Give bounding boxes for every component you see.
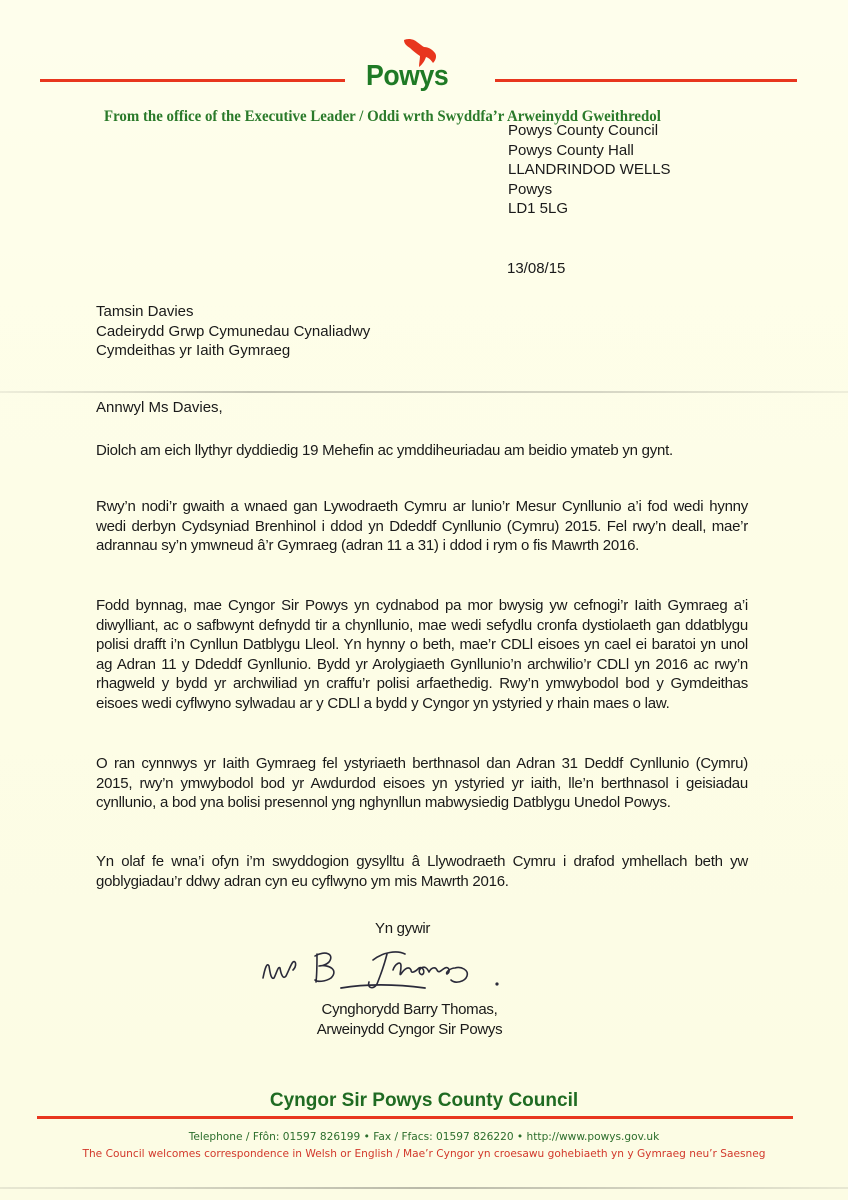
recipient-block xyxy=(96,302,370,361)
body-paragraph: Yn olaf fe wna’i ofyn i’m swyddogion gysylltu â Llywodraeth Cymru i drafod ymhellach beth yw goblygiadau’r ddwy adran cyn eu cyflwyno ym mis Mawrth 2016. xyxy=(96,853,748,890)
recipient-line: Tamsin Davies xyxy=(96,303,194,320)
header-rule-right xyxy=(495,79,797,82)
powys-logo: Powys xyxy=(366,60,449,92)
footer-contact: Telephone / Ffôn: 01597 826199 • Fax / Ffacs: 01597 826220 • http://www.powys.gov.uk xyxy=(188,1131,660,1143)
fold-line xyxy=(0,391,848,393)
body-paragraph: Rwy’n nodi’r gwaith a wnaed gan Lywodraeth Cymru ar lunio’r Mesur Cynllunio a’i fod wedi hynny wedi derbyn Cydsyniad Brenhinol i ddod yn Ddeddf Cynllunio (Cymru) 2015. Fel rwy’n deall, mae’r adrannau sy’n ymwneud â’r Gymraeg (adran 11 a 31) i ddod i rym o fis Mawrth 2016. xyxy=(96,498,748,555)
address-line: Powys County Hall xyxy=(508,141,634,159)
body-paragraph: Diolch am eich llythyr dyddiedig 19 Mehefin ac ymddiheuriadau am beidio ymateb yn gynt. xyxy=(96,442,673,459)
signer-name: Cynghorydd Barry Thomas, xyxy=(321,1001,498,1018)
address-line: LD1 5LG xyxy=(508,200,569,217)
footer-title: Cyngor Sir Powys County Council xyxy=(269,1090,579,1111)
salutation: Annwyl Ms Davies, xyxy=(96,399,223,416)
address-line: Powys xyxy=(508,180,553,198)
recipient-line: Cymdeithas yr Iaith Gymraeg xyxy=(96,342,291,359)
signer-title: Arweinydd Cyngor Sir Powys xyxy=(316,1020,503,1038)
body-paragraph: Fodd bynnag, mae Cyngor Sir Powys yn cydnabod pa mor bwysig yw cefnogi’r Iaith Gymraeg a’i diwylliant, ac o safbwynt defnydd tir a chynllunio, mae wedi sefydlu cronfa dystiolaeth gan ddatblygu polisi drafft i’n Cynllun Datblygu Lleol. Yn hynny o beth, mae’r CDLl eisoes yn cael ei baratoi yn unol ag Adran 11 y Ddeddf Gynllunio. Bydd yr Arolygiaeth Gynllunio’n archwilio’r CDLl yn 2016 ac rwy’n rhagweld y bydd yr archwiliad yn craffu’r polisi arfaethedig. Rwy’n ymwybodol bod y Gymdeithas eisoes wedi cyflwyno sylwadau ar y CDLl a bydd y Cyngor yn ystyried y rhain maes o law. xyxy=(96,597,748,712)
header-rule-left xyxy=(40,79,345,82)
footer-language-note: The Council welcomes correspondence in Welsh or English / Mae’r Cyngor yn croesawu gohebiaeth yn y Gymraeg neu’r Saesneg xyxy=(82,1148,766,1160)
body-paragraph: O ran cynnwys yr Iaith Gymraeg fel ystyriaeth berthnasol dan Adran 31 Deddf Cynllunio (Cymru) 2015, rwy’n ymwybodol bod yr Awdurdod eisoes yn ystyried yr iaith, lle’n berthnasol i geisiadau cynllunio, a bod yna bolisi presennol yng nghynllun mabwysiedig Datblygu Unedol Powys. xyxy=(96,755,748,812)
closing: Yn gywir xyxy=(375,920,431,937)
address-line: Powys County Council xyxy=(508,122,659,139)
office-line: From the office of the Executive Leader / Oddi wrth Swyddfa’r Arweinydd Gweithredol xyxy=(104,108,661,125)
sender-address xyxy=(508,121,671,219)
footer-rule xyxy=(37,1116,793,1119)
letter-date: 13/08/15 xyxy=(507,260,566,277)
recipient-line: Cadeirydd Grwp Cymunedau Cynaliadwy xyxy=(96,322,371,340)
page-edge xyxy=(0,1187,848,1189)
address-line: LLANDRINDOD WELLS xyxy=(508,161,671,178)
signer-block xyxy=(297,1000,522,1039)
handwritten-signature xyxy=(255,940,535,998)
